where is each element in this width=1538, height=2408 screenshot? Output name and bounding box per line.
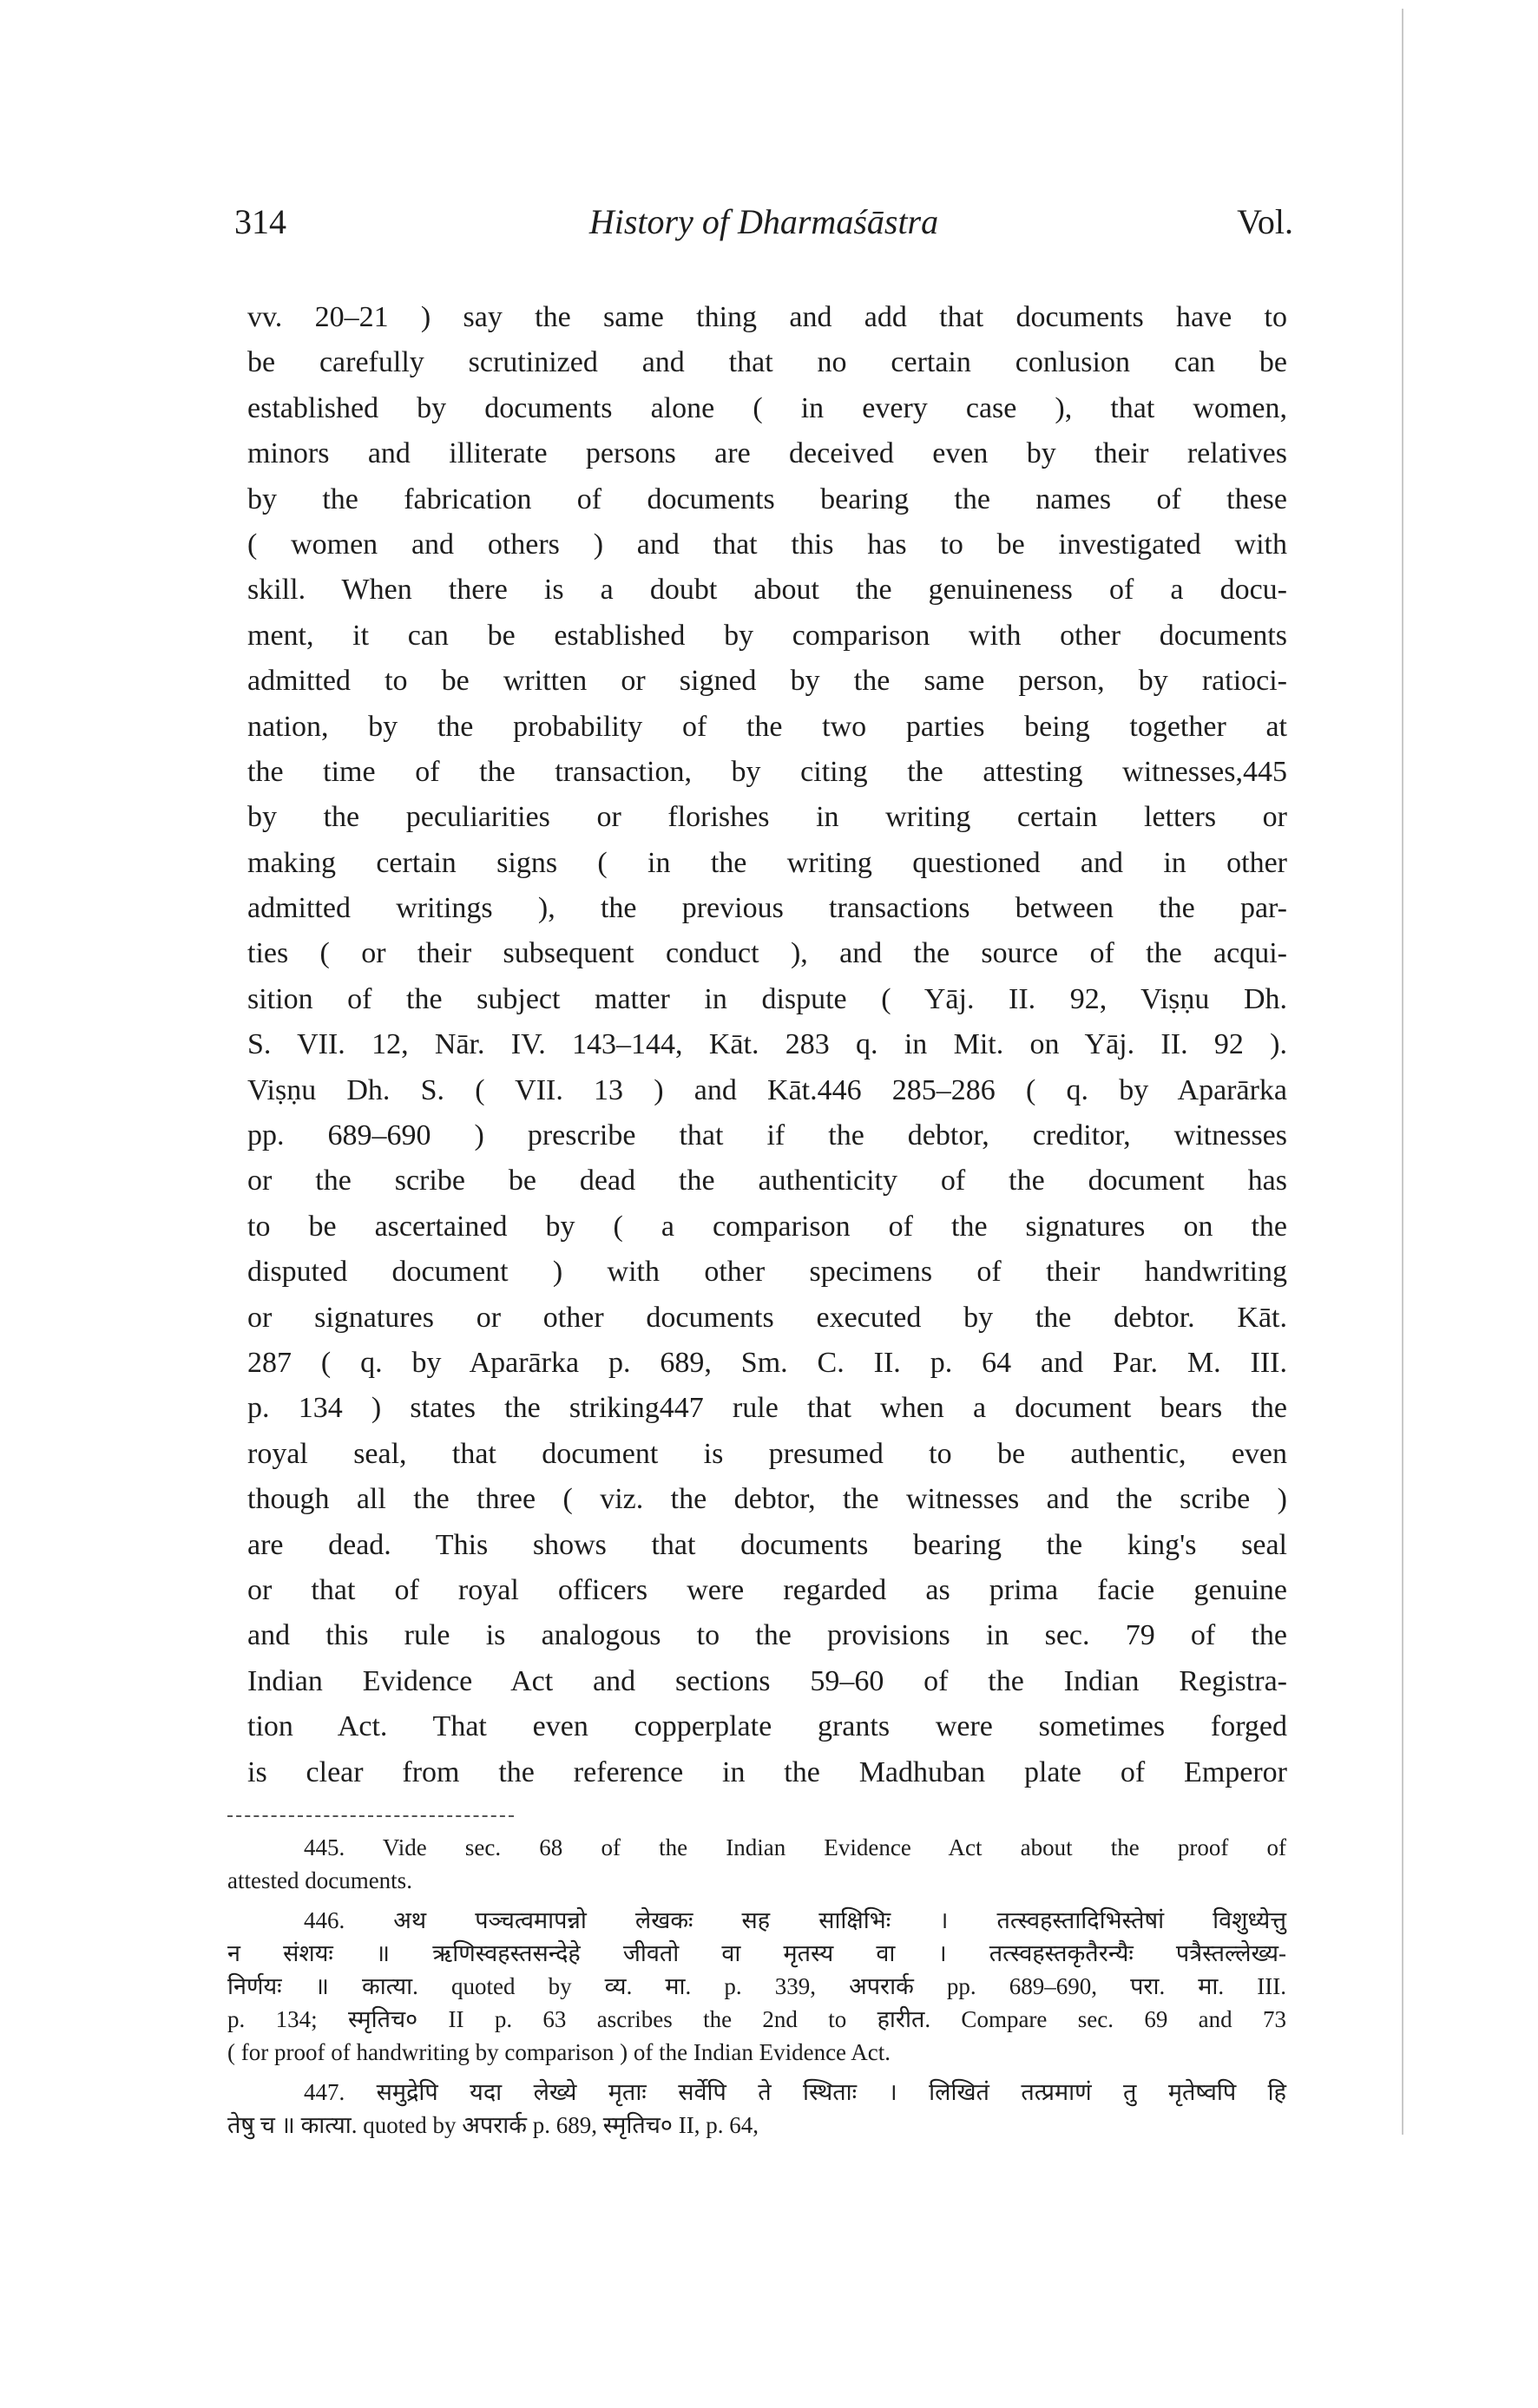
footnote-line: ( for proof of handwriting by comparison ) of the Indian Evidence Act. bbox=[227, 2039, 891, 2065]
footnote-line: 447. समुद्रेपि यदा लेख्ये मृताः सर्वेपि ते स्थिताः । लिखितं तत्प्रमाणं तु मृतेष्वपि हि bbox=[304, 2079, 1286, 2105]
footnote bbox=[227, 1904, 1286, 2069]
body-line: pp. 689–690 ) prescribe that if the debtor, creditor, witnesses bbox=[247, 1119, 1287, 1152]
body-line: 287 ( q. by Aparārka p. 689, Sm. C. II. p. 64 and Par. M. III. bbox=[247, 1346, 1287, 1379]
body-line: though all the three ( viz. the debtor, the witnesses and the scribe ) bbox=[247, 1483, 1287, 1516]
footnote bbox=[227, 1831, 1286, 1897]
body-line: admitted writings ), the previous transactions between the par- bbox=[247, 892, 1287, 925]
body-line: S. VII. 12, Nār. IV. 143–144, Kāt. 283 q. in Mit. on Yāj. II. 92 ). bbox=[247, 1028, 1287, 1061]
body-line: minors and illiterate persons are deceived even by their relatives bbox=[247, 437, 1287, 470]
body-line: tion Act. That even copperplate grants were sometimes forged bbox=[247, 1710, 1287, 1743]
body-line: to be ascertained by ( a comparison of the signatures on the bbox=[247, 1210, 1287, 1243]
body-line: or that of royal officers were regarded as prima facie genuine bbox=[247, 1573, 1287, 1606]
body-line: royal seal, that document is presumed to be authentic, even bbox=[247, 1437, 1287, 1470]
footnote-separator bbox=[227, 1815, 514, 1819]
body-line: established by documents alone ( in every case ), that women, bbox=[247, 391, 1287, 424]
body-line: Viṣṇu Dh. S. ( VII. 13 ) and Kāt.446 285–286 ( q. by Aparārka bbox=[247, 1073, 1287, 1106]
body-line: by the peculiarities or florishes in writing certain letters or bbox=[247, 801, 1287, 834]
body-line: skill. When there is a doubt about the genuineness of a docu- bbox=[247, 574, 1287, 607]
footnote-line: p. 134; स्मृतिच० II p. 63 ascribes the 2nd to हारीत. Compare sec. 69 and 73 bbox=[227, 2006, 1286, 2032]
footnote-line: तेषु च ॥ कात्या. quoted by अपरार्क p. 689, स्मृतिच० II, p. 64, bbox=[227, 2112, 759, 2138]
body-text bbox=[247, 295, 1287, 1795]
footnote-line: 445. Vide sec. 68 of the Indian Evidence Act about the proof of bbox=[304, 1834, 1286, 1860]
page-header bbox=[234, 201, 1293, 253]
body-line: ( women and others ) and that this has to be investigated with bbox=[247, 528, 1287, 561]
body-line: making certain signs ( in the writing questioned and in other bbox=[247, 846, 1287, 879]
body-line: are dead. This shows that documents bearing the king's seal bbox=[247, 1528, 1287, 1561]
body-line: vv. 20–21 ) say the same thing and add that documents have to bbox=[247, 301, 1287, 333]
body-line: ties ( or their subsequent conduct ), and the source of the acqui- bbox=[247, 937, 1287, 970]
body-line: and this rule is analogous to the provisions in sec. 79 of the bbox=[247, 1619, 1287, 1652]
body-line: p. 134 ) states the striking447 rule that when a document bears the bbox=[247, 1392, 1287, 1425]
body-line: by the fabrication of documents bearing the names of these bbox=[247, 482, 1287, 515]
body-line: disputed document ) with other specimens of their handwriting bbox=[247, 1256, 1287, 1289]
footnote-line: निर्णयः ॥ कात्या. quoted by व्य. मा. p. 339, अपरार्क pp. 689–690, परा. मा. III. bbox=[227, 1973, 1286, 1999]
volume-label: Vol. bbox=[1237, 202, 1293, 241]
page-edge-rule bbox=[1402, 9, 1403, 2135]
footnote-line: न संशयः ॥ ऋणिस्वहस्तसन्देहे जीवतो वा मृतस्य वा । तत्स्वहस्तकृतैरन्यैः पत्रैस्तल्लेख्य- bbox=[227, 1940, 1286, 1966]
page-number: 314 bbox=[234, 202, 286, 241]
running-title: History of Dharmaśāstra bbox=[588, 202, 939, 241]
body-line: sition of the subject matter in dispute ( Yāj. II. 92, Viṣṇu Dh. bbox=[247, 982, 1287, 1015]
body-line: nation, by the probability of the two parties being together at bbox=[247, 710, 1287, 743]
body-line: is clear from the reference in the Madhuban plate of Emperor bbox=[247, 1755, 1287, 1788]
body-line: or the scribe be dead the authenticity of the document has bbox=[247, 1165, 1287, 1197]
body-line: Indian Evidence Act and sections 59–60 of the Indian Registra- bbox=[247, 1664, 1287, 1697]
body-line: or signatures or other documents executed by the debtor. Kāt. bbox=[247, 1301, 1287, 1334]
footnotes bbox=[227, 1831, 1286, 2149]
body-line: be carefully scrutinized and that no certain conlusion can be bbox=[247, 346, 1287, 379]
body-line: admitted to be written or signed by the same person, by ratioci- bbox=[247, 665, 1287, 698]
body-line: the time of the transaction, by citing the attesting witnesses,445 bbox=[247, 755, 1287, 788]
footnote-line: attested documents. bbox=[227, 1867, 412, 1893]
footnote-line: 446. अथ पञ्चत्वमापन्नो लेखकः सह साक्षिभिः । तत्स्वहस्तादिभिस्तेषां विशुध्येत्तु bbox=[304, 1907, 1286, 1933]
body-line: ment, it can be established by comparison with other documents bbox=[247, 619, 1287, 652]
footnote bbox=[227, 2076, 1286, 2142]
